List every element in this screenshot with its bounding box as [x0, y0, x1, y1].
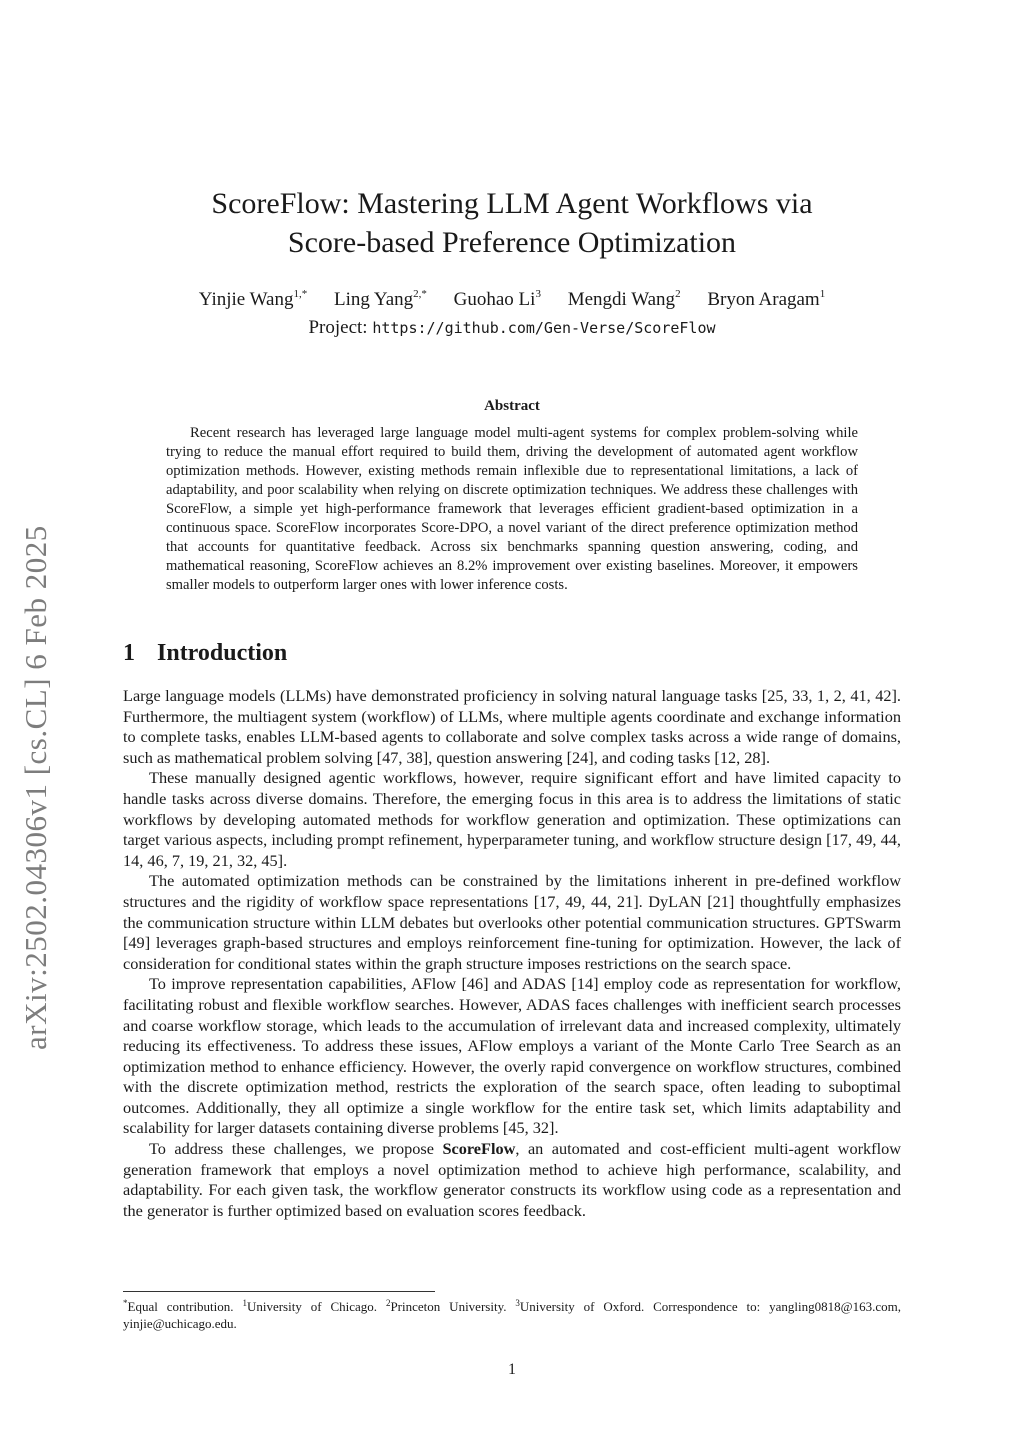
author-affiliation: 1,*: [293, 288, 308, 300]
author-affiliation: 1: [819, 288, 826, 300]
footnote-mark: 2: [385, 1298, 391, 1308]
footnote-divider: [123, 1291, 435, 1292]
paragraph: These manually designed agentic workflows, however, require significant effort and have limited capacity to handle tasks across diverse domains. Therefore, the emerging focus in this area is to address the limitations of static workflows by developing automated methods for workflow generation and optimization. These optimizations can target various aspects, including prompt refinement, hyperparameter tuning, and workflow structure design [17, 49, 44, 14, 46, 7, 19, 21, 32, 45].: [123, 768, 901, 870]
project-label: Project:: [308, 317, 368, 338]
title-line-2: Score-based Preference Optimization: [287, 226, 737, 259]
author-name: Yinjie Wang: [198, 289, 294, 310]
section-title: Introduction: [157, 640, 288, 666]
author-name: Ling Yang: [333, 289, 414, 310]
paragraph-text: , an automated and cost-efficient multi-agent workflow generation framework that employs a novel optimization method to achieve high performance, scalability, and adaptability. For each given task, the workflow generator constructs its workflow using code as a representation and the generator is further optimized based on evaluation scores feedback.: [123, 1139, 901, 1220]
paragraph: The automated optimization methods can be constrained by the limitations inherent in pre-defined workflow structures and the rigidity of workflow space representations [17, 49, 44, 21]. DyLAN [21] thoughtfully emphasizes the communication structure within LLM debates but overlooks other potential communication structures. GPTSwarm [49] leverages graph-based structures and employs reinforcement fine-tuning for optimization. However, the lack of consideration for conditional states within the graph structure imposes restrictions on the search space.: [123, 871, 901, 973]
project-url-link[interactable]: https://github.com/Gen-Verse/ScoreFlow: [372, 319, 716, 337]
author: [334, 289, 427, 310]
author-affiliation: 3: [535, 288, 541, 300]
section-number: 1: [123, 640, 135, 666]
footnote-text: Princeton University.: [390, 1299, 516, 1314]
title-line-1: ScoreFlow: Mastering LLM Agent Workflows via: [211, 187, 813, 220]
author: [568, 289, 681, 310]
footnote-text: Equal contribution.: [127, 1299, 243, 1314]
introduction-body: [123, 686, 901, 1221]
author-list: [0, 282, 1024, 312]
footnote-mark: 1: [242, 1298, 247, 1308]
author: [454, 289, 541, 310]
author-name: Mengdi Wang: [567, 289, 676, 310]
footnote-mark: 3: [515, 1298, 520, 1308]
paper-title: [0, 184, 1024, 262]
abstract-heading: Abstract: [484, 398, 540, 414]
paragraph: Large language models (LLMs) have demonstrated proficiency in solving natural language tasks [25, 33, 1, 2, 41, 42]. Furthermore, the multiagent system (workflow) of LLMs, where multiple agents coordinate and exchange information to complete tasks, enables LLM-based agents to collaborate and solve complex tasks across a wide range of domains, such as mathematical problem solving [47, 38], question answering [24], and coding tasks [12, 28].: [123, 686, 901, 767]
abstract-text: Recent research has leveraged large language model multi-agent systems for complex problem-solving while trying to reduce the manual effort required to build them, driving the development of automated agent workflow optimization methods. However, existing methods remain inflexible due to representational limitations, a lack of adaptability, and poor scalability when relying on discrete optimization techniques. We address these challenges with ScoreFlow, a simple yet high-performance framework that leverages efficient gradient-based optimization in a continuous space. ScoreFlow incorporates Score-DPO, a novel variant of the direct preference optimization method that accounts for quantitative feedback. Across six benchmarks spanning question answering, coding, and mathematical reasoning, ScoreFlow achieves an 8.2% improvement over existing baselines. Moreover, it empowers smaller models to outperform larger ones with lower inference costs.: [166, 425, 858, 593]
author-affiliation: 2: [675, 288, 681, 300]
footnote-text: University of Oxford. Correspondence to: yangling0818@163.com, yinjie@uchicago.edu.: [123, 1299, 901, 1331]
author-name: Guohao Li: [453, 289, 536, 310]
project-line: [0, 316, 1024, 340]
page-number: 1: [508, 1361, 516, 1378]
author-affiliation: 2,*: [413, 288, 427, 300]
method-name: ScoreFlow: [442, 1139, 516, 1159]
author-name: Bryon Aragam: [707, 289, 820, 310]
footnote-text: University of Chicago.: [246, 1299, 386, 1314]
footnote: [123, 1295, 901, 1332]
author: [707, 289, 825, 310]
arxiv-identifier: arXiv:2502.04306v1 [cs.CL] 6 Feb 2025: [18, 525, 53, 1050]
footnote-mark: *: [123, 1298, 128, 1308]
paragraph-text: To address these challenges, we propose: [149, 1139, 443, 1159]
paragraph: [123, 1139, 901, 1221]
author: [199, 289, 307, 310]
section-heading: [123, 640, 287, 667]
paragraph: To improve representation capabilities, AFlow [46] and ADAS [14] employ code as representation for workflow, facilitating robust and flexible workflow searches. However, ADAS faces challenges with inefficient search processes and coarse workflow storage, which leads to the accumulation of irrelevant data and increased complexity, ultimately reducing its effectiveness. To address these issues, AFlow employs a variant of the Monte Carlo Tree Search as an optimization method to enhance efficiency. However, the overly rapid convergence on workflow structures, combined with the discrete optimization method, restricts the exploration of the search space, often leading to suboptimal outcomes. Additionally, they all optimize a single workflow for the entire task set, which limits adaptability and scalability for larger datasets containing diverse problems [45, 32].: [123, 974, 901, 1138]
